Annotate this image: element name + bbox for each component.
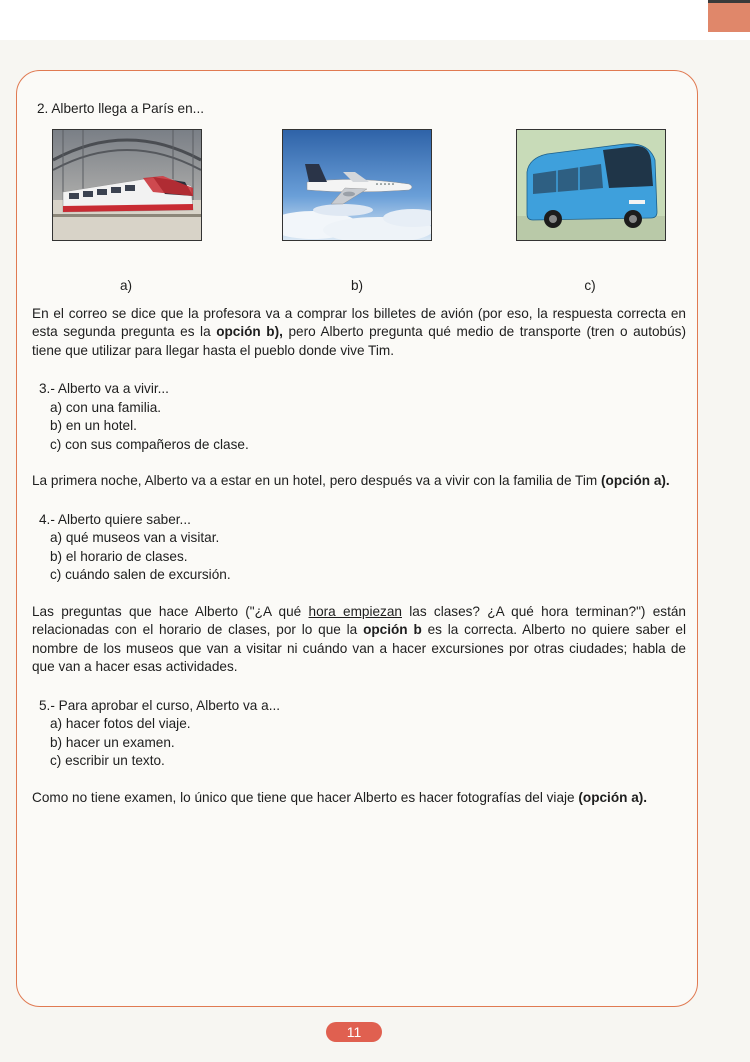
question-3-title: 3.- Alberto va a vivir... [39,381,169,396]
question-5-option-c: c) escribir un texto. [50,753,165,768]
answer-paragraph-4: Las preguntas que hace Alberto ("¿A qué hora empiezan las clases? ¿A qué hora terminan?") están relacionadas con el horario de clases, por lo que la opción b es la correcta. Alberto no quiere saber el nombre de los museos que van a visitar ni cuándo van a hacer excursiones por otras ciudades; habla de que van a hacer esas actividades. [32,603,686,674]
answer-paragraph-5: Como no tiene examen, lo único que tiene que hacer Alberto es hacer fotografías del viaje (opción a). [32,789,648,805]
question-4-title: 4.- Alberto quiere saber... [39,511,191,527]
page-number: 11 [326,1022,382,1042]
question-4-option-b: b) el horario de clases. [50,548,188,564]
page-top-band [0,0,750,40]
bus-photo [516,129,666,241]
answer-paragraph-2: En el correo se dice que la profesora va a comprar los billetes de avión (por eso, la respuesta correcta en esta segunda pregunta es la opción b), pero Alberto pregunta qué medio de transporte (tren o autobús) tiene que utilizar para llegar hasta el pueblo donde vive Tim. [32,305,687,358]
image-label-a: a) [119,277,133,293]
question-3-option-a: a) con una familia. [50,399,162,415]
question-4 [39,511,686,585]
answer-paragraph-3: La primera noche, Alberto va a estar en un hotel, pero después va a vivir con la familia de Tim (opción a). [32,473,670,488]
image-label-b: b) [350,277,364,293]
question-4-option-a: a) qué museos van a visitar. [50,530,220,545]
answer-images [32,129,686,293]
question-3-option-c: c) con sus compañeros de clase. [50,436,249,452]
question-3-option-b: b) en un hotel. [50,418,137,433]
question-5-option-a: a) hacer fotos del viaje. [50,716,191,731]
question-2-title: 2. Alberto llega a París en... [37,101,205,116]
question-3 [39,380,686,454]
page-content [32,100,686,807]
corner-tab [708,0,750,32]
image-label-c: c) [584,277,596,293]
question-5-option-b: b) hacer un examen. [50,734,175,750]
question-5-title: 5.- Para aprobar el curso, Alberto va a... [39,697,281,713]
train-photo [52,129,202,241]
question-4-option-c: c) cuándo salen de excursión. [50,567,231,582]
question-5 [39,697,686,771]
airplane-photo [282,129,432,241]
